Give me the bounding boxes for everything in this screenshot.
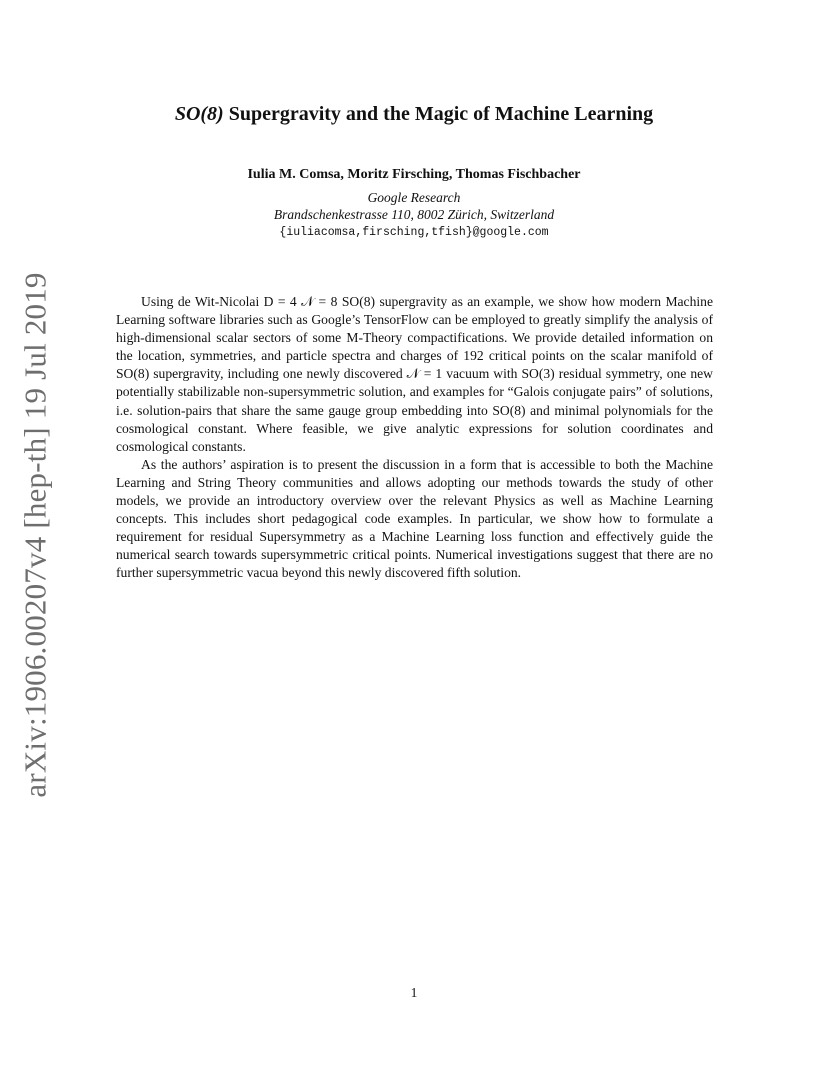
paper-title [0,103,828,126]
arxiv-identifier-text: arXiv:1906.00207v4 [hep-th] 19 Jul 2019 [18,272,54,798]
abstract-paragraph-1: Using de Wit-Nicolai D = 4 𝒩 = 8 SO(8) supergravity as an example, we show how modern Machine Learning software libraries such as Google’s TensorFlow can be employed to greatly simplify the analysis of high-dimensional scalar sectors of some M-Theory compactifications. We provide detailed information on the location, symmetries, and particle spectra and charges of 192 critical points on the scalar manifold of SO(8) supergravity, including one newly discovered 𝒩 = 1 vacuum with SO(3) residual symmetry, one new potentially stabilizable non-supersymmetric solution, and examples for “Galois conjugate pairs” of solutions, i.e. solution-pairs that share the same gauge group embedding into SO(8) and minimal polynomials for the cosmological constant. Where feasible, we give analytic expressions for solution coordinates and cosmological constants. [116,294,713,454]
arxiv-identifier-stamp [12,272,60,798]
page-number: 1 [410,985,418,1000]
author-list: Iulia M. Comsa, Moritz Firsching, Thomas Fischbacher [247,167,581,182]
author-emails: {iuliacomsa,firsching,tfish}@google.com [279,226,549,239]
abstract [116,293,713,583]
paper-title-math: SO(8) [174,103,224,125]
affiliation-address: Brandschenkestrasse 110, 8002 Zürich, Switzerland [273,207,555,222]
abstract-paragraph-2: As the authors’ aspiration is to present the discussion in a form that is accessible to both the Machine Learning and String Theory communities and allows adopting our methods towards the study of other models, we provide an introductory overview over the relevant Physics as well as Machine Learning concepts. This includes short pedagogical code examples. In particular, we show how to formulate a requirement for residual Supersymmetry as a Machine Learning loss function and effectively guide the numerical search towards supersymmetric critical points. Numerical investigations suggest that there are no further supersymmetric vacua beyond this newly discovered fifth solution. [116,456,713,581]
paper-title-text: Supergravity and the Magic of Machine Learning [223,103,654,125]
affiliation-organization: Google Research [367,190,461,205]
